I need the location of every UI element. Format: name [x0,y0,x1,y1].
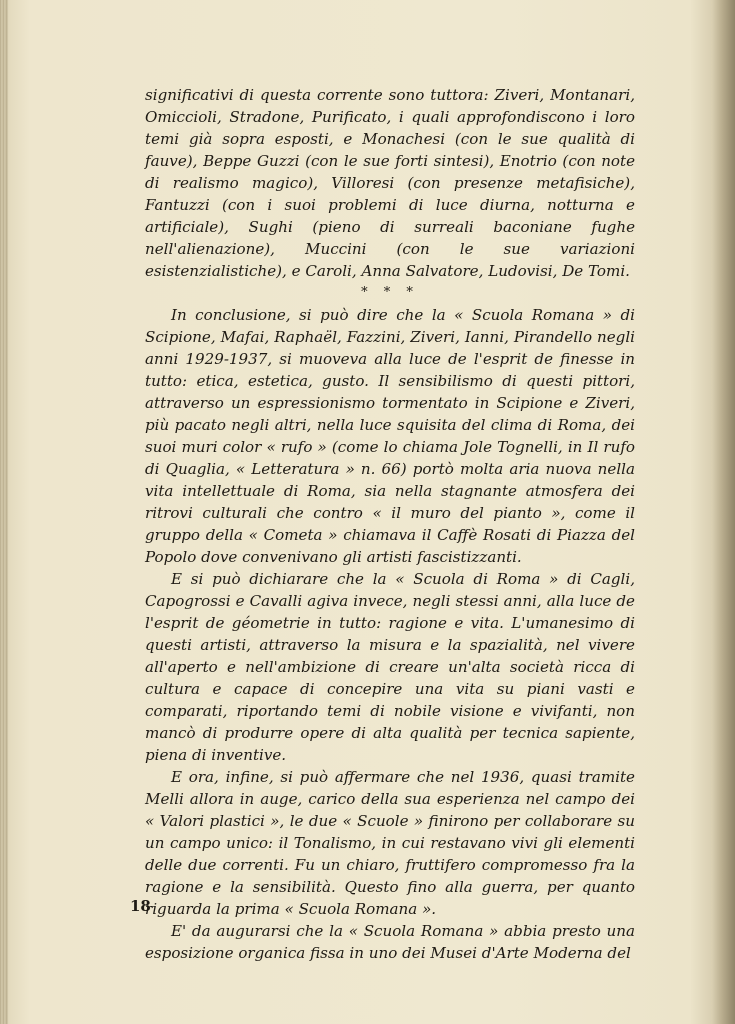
paragraph-3: E si può dichiarare che la « Scuola di Roma » di Cagli, Capogrossi e Cavalli agiva invece, negli stessi anni, alla luce de l'esprit de géometrie in tutto: ragione e vita. L'umanesimo di questi artisti, attraverso la misura e la spazialità, nel vivere all'aperto e nell'ambizione di creare un'alta società ricca di cultura e capace di concepire una vita su piani vasti e comparati, riportando temi di nobile visione e vivifanti, non mancò di produrre opere di alta qualità per tecnica sapiente, piena di inventive. [145,570,635,764]
page-number: 18 [130,897,151,915]
page-stack-edge [0,0,8,1024]
paragraph-1: significativi di questa corrente sono tuttora: Ziveri, Montanari, Omiccioli, Stradone, Purificato, i quali approfondiscono i loro temi già sopra esposti, e Monachesi (con le sue qualità di fauve), Beppe Guzzi (con le sue forti sintesi), Enotrio (con note di realismo magico), Villoresi (con presenze metafisiche), Fantuzzi (con i suoi problemi di luce diurna, notturna e artificiale), Sughi (pieno di surreali baconiane fughe nell'alienazione), Muccini (con le sue variazioni esistenzialistiche), e Caroli, Anna Salvatore, Ludovisi, De Tomi. [145,86,635,280]
section-separator: * * * [361,285,419,300]
paragraph-2: In conclusione, si può dire che la « Scuola Romana » di Scipione, Mafai, Raphaël, Fazzini, Ziveri, Ianni, Pirandello negli anni 1929-1937, si muoveva alla luce de l'esprit de finesse in tutto: etica, estetica, gusto. Il sensibilismo di questi pittori, attraverso un espressionismo tormentato in Scipione e Ziveri, più pacato negli altri, nella luce squisita del clima di Roma, dei suoi muri color « rufo » (come lo chiama Jole Tognelli, in Il rufo di Quaglia, « Letteratura » n. 66) portò molta aria nuova nella vita intellettuale di Roma, sia nella stagnante atmosfera dei ritrovi culturali che contro « il muro del pianto », come il gruppo della « Cometa » chiamava il Caffè Rosati di Piazza del Popolo dove convenivano gli artisti fascistizzanti. [145,306,635,566]
paragraph-5: E' da augurarsi che la « Scuola Romana » abbia presto una esposizione organica fissa in uno dei Musei d'Arte Moderna del [145,922,635,962]
paragraph-4: E ora, infine, si può affermare che nel 1936, quasi tramite Melli allora in auge, carico della sua esperienza nel campo dei « Valori plastici », le due « Scuole » finirono per collaborare su un campo unico: il Tonalismo, in cui restavano vivi gli elementi delle due correnti. Fu un chiaro, fruttifero compromesso fra la ragione e la sensibilità. Questo fino alla guerra, per quanto riguarda la prima « Scuola Romana ». [145,768,635,918]
body-text [145,84,635,964]
